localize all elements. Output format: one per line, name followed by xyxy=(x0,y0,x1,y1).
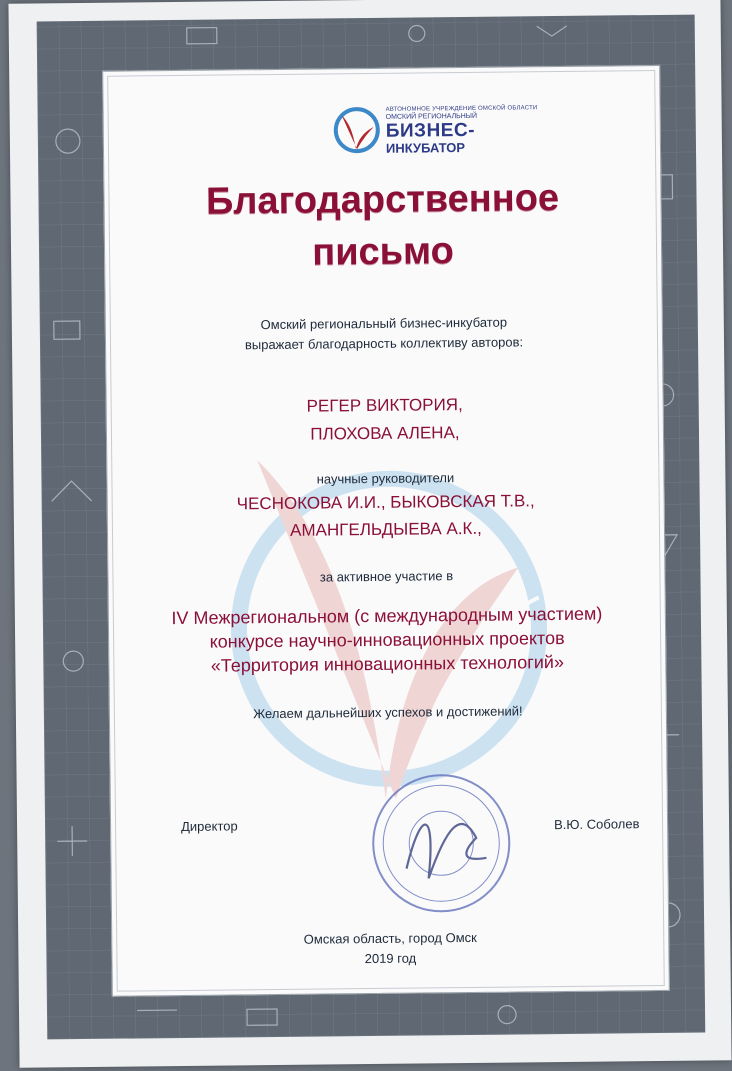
logo-small-line2: ОМСКИЙ РЕГИОНАЛЬНЫЙ xyxy=(385,112,478,121)
author-name: РЕГЕР ВИКТОРИЯ, xyxy=(306,395,463,416)
contest-line: «Территория инновационных технологий» xyxy=(210,651,565,676)
wishes-text: Желаем дальнейших успехов и достижений! xyxy=(253,703,523,722)
signature-position: Директор xyxy=(180,818,238,834)
intro-line2: выражает благодарность коллективу авторов: xyxy=(244,334,524,353)
intro-line1: Омский региональный бизнес-инкубатор xyxy=(260,314,508,333)
decorative-frame xyxy=(37,15,706,1040)
supervisor-names: АМАНГЕЛЬДЫЕВА А.К., xyxy=(290,518,482,540)
footer-year: 2019 год xyxy=(364,950,417,967)
logo-big-line2: ИНКУБАТОР xyxy=(385,139,466,156)
leaf-logo-icon xyxy=(332,105,383,156)
supervisor-names: ЧЕСНОКОВА И.И., БЫКОВСКАЯ Т.В., xyxy=(236,491,535,514)
for-label: за активное участие в xyxy=(319,568,454,585)
supervisors-label: научные руководители xyxy=(316,470,455,487)
logo-big-line1: БИЗНЕС- xyxy=(385,119,476,142)
contest-line: конкурсе научно-инновационных проектов xyxy=(209,627,565,652)
title-line1: Благодарственное xyxy=(205,177,560,223)
contest-line: IV Межрегиональном (с международным участием) xyxy=(171,603,603,629)
title-line2: письмо xyxy=(312,230,455,274)
official-stamp xyxy=(365,767,517,919)
certificate-sheet xyxy=(8,0,731,1068)
author-name: ПЛОХОВА АЛЕНА, xyxy=(310,423,460,444)
signature-name: В.Ю. Соболев xyxy=(553,816,640,833)
company-logo xyxy=(331,98,538,160)
certificate-body xyxy=(102,65,670,997)
logo-small-line1: АВТОНОМНОЕ УЧРЕЖДЕНИЕ ОМСКОЙ ОБЛАСТИ xyxy=(385,105,538,113)
footer-place: Омская область, город Омск xyxy=(303,929,477,947)
